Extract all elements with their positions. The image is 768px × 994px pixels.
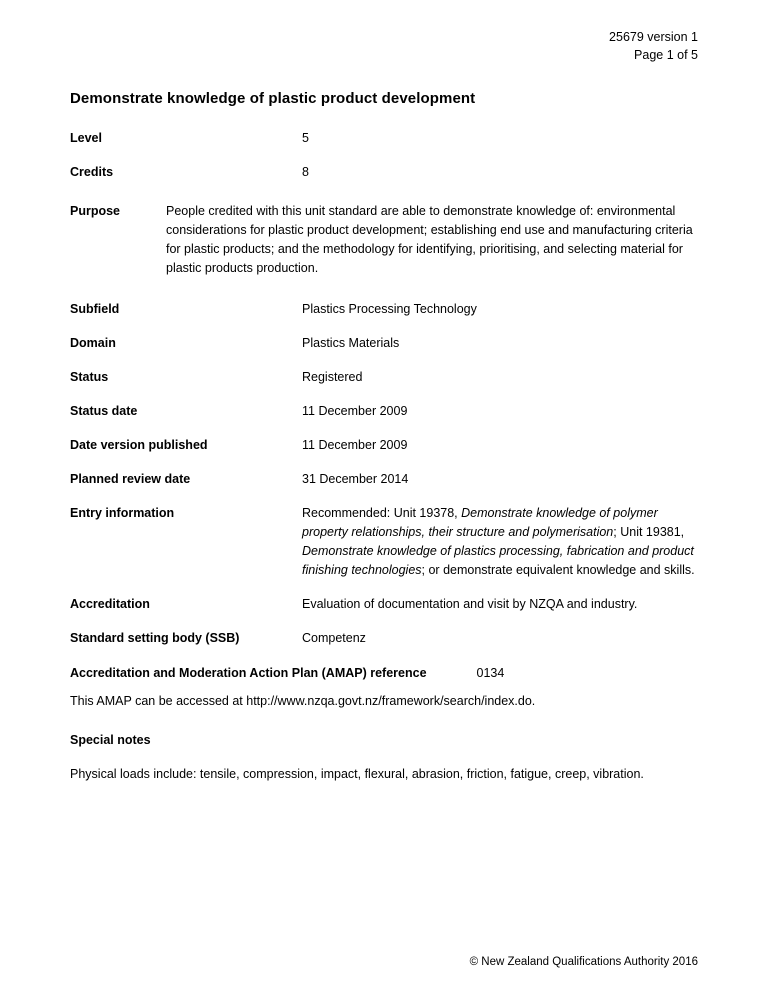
field-value-planned-review-date: 31 December 2014 (302, 472, 409, 487)
field-value-purpose: People credited with this unit standard are able to demonstrate knowledge of: environmental considerations for plastic product development; establishing end use and manufacturing criteria for plastic products; and the methodology for identifying, prioritising, and selecting material for plastic products production. (166, 204, 693, 276)
field-value-domain: Plastics Materials (302, 336, 400, 351)
field-label-status-date: Status date (70, 404, 138, 419)
field-value-level: 5 (302, 131, 309, 146)
field-row-status (70, 368, 698, 387)
field-value-status-date: 11 December 2009 (302, 404, 408, 419)
entry-info-text-3: ; or demonstrate equivalent knowledge and skills. (421, 563, 695, 578)
field-label-purpose: Purpose (70, 204, 121, 219)
document-version: 25679 version 1 (609, 30, 698, 44)
field-row-date-version-published (70, 436, 698, 455)
field-value-date-version-published: 11 December 2009 (302, 438, 408, 453)
page-footer: © New Zealand Qualifications Authority 2016 (469, 956, 698, 968)
entry-info-italic-1: Demonstrate knowledge of polymer property relationships, their structure and polymerisation (302, 506, 658, 540)
special-notes-body: Physical loads include: tensile, compression, impact, flexural, abrasion, friction, fatigue, creep, vibration. (70, 767, 644, 781)
special-notes-title: Special notes (70, 733, 151, 747)
field-row-status-date (70, 402, 698, 421)
field-row-accreditation (70, 595, 698, 614)
field-label-subfield: Subfield (70, 302, 120, 317)
field-value-accreditation: Evaluation of documentation and visit by NZQA and industry. (302, 597, 638, 612)
amap-label: Accreditation and Moderation Action Plan (AMAP) reference (70, 666, 427, 681)
entry-info-text-1: Recommended: Unit 19378, (302, 506, 462, 521)
entry-info-italic-2: Demonstrate knowledge of plastics processing, fabrication and product finishing technologies (302, 544, 694, 578)
field-value-entry-information (302, 504, 698, 580)
page-number: Page 1 of 5 (634, 48, 698, 63)
field-value-status: Registered (302, 370, 363, 385)
field-value-ssb: Competenz (302, 631, 366, 646)
field-row-level (70, 129, 698, 148)
field-label-ssb: Standard setting body (SSB) (70, 631, 240, 646)
field-row-entry-information (70, 504, 698, 580)
field-label-entry-information: Entry information (70, 506, 175, 521)
field-row-purpose (70, 202, 698, 278)
field-label-date-version-published: Date version published (70, 438, 208, 453)
amap-reference-row (70, 666, 698, 680)
field-label-status: Status (70, 370, 109, 385)
field-row-ssb (70, 629, 698, 648)
entry-info-text-2: ; Unit 19381, (613, 525, 685, 540)
field-label-level: Level (70, 131, 102, 146)
field-label-accreditation: Accreditation (70, 597, 150, 612)
field-value-subfield: Plastics Processing Technology (302, 302, 477, 317)
field-label-credits: Credits (70, 165, 114, 180)
field-value-credits: 8 (302, 165, 309, 180)
field-label-planned-review-date: Planned review date (70, 472, 191, 487)
field-row-domain (70, 334, 698, 353)
field-label-domain: Domain (70, 336, 116, 351)
field-row-planned-review-date (70, 470, 698, 489)
page-header (70, 28, 698, 64)
field-row-credits (70, 163, 698, 182)
field-row-subfield (70, 300, 698, 319)
field-list (70, 129, 698, 648)
amap-value: 0134 (476, 666, 505, 681)
amap-note: This AMAP can be accessed at http://www.nzqa.govt.nz/framework/search/index.do. (70, 694, 536, 709)
page-title: Demonstrate knowledge of plastic product development (70, 90, 476, 108)
